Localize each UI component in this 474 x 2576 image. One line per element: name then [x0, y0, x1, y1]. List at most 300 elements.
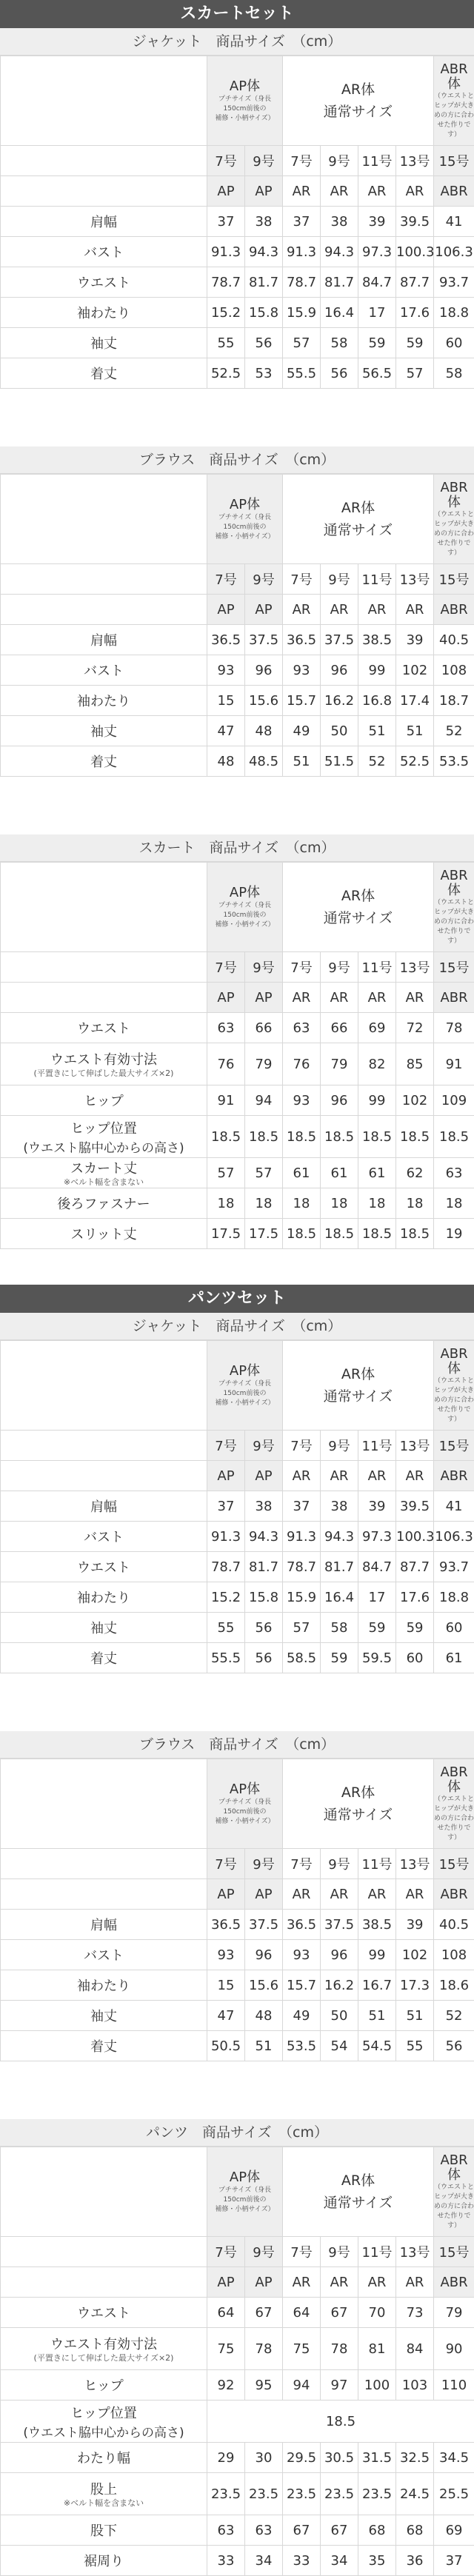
size-section — [0, 1285, 474, 1673]
measure-value: 52.5 — [207, 358, 245, 389]
measure-value: 34 — [245, 2546, 283, 2576]
group-ap — [207, 475, 283, 564]
size-number-cell: 13号 — [396, 146, 434, 176]
measure-value: 93 — [283, 655, 321, 686]
size-number-cell: 9号 — [321, 1849, 358, 1879]
size-code-cell: ABR — [434, 595, 474, 625]
header-blank — [1, 1759, 207, 1849]
measure-value: 93 — [283, 1940, 321, 1970]
measure-value: 53.5 — [434, 746, 474, 777]
measure-note: (ウエスト脇中心からの高さ) — [1, 2422, 207, 2440]
measure-row — [1, 716, 474, 746]
measure-note: (ウエスト脇中心からの高さ) — [1, 1137, 207, 1156]
measure-row — [1, 686, 474, 716]
size-number-cell: 9号 — [245, 1849, 283, 1879]
measure-value: 18 — [321, 1188, 358, 1219]
measure-value: 39.5 — [396, 1491, 434, 1522]
measure-value: 37.5 — [321, 625, 358, 655]
measure-value: 18.5 — [245, 1116, 283, 1158]
measure-label-text: ウエスト — [1, 272, 207, 292]
measure-label-text: ウエスト — [1, 2303, 207, 2322]
measure-row — [1, 328, 474, 358]
measure-value: 38 — [245, 207, 283, 237]
size-number-cell: 11号 — [358, 2237, 396, 2267]
measure-label-text: 袖わたり — [1, 303, 207, 322]
measure-label-text: わたり幅 — [1, 2448, 207, 2467]
measure-value: 52 — [434, 716, 474, 746]
measure-value: 70 — [358, 2298, 396, 2328]
measure-value: 84.7 — [358, 1552, 396, 1582]
measure-row — [1, 625, 474, 655]
measure-value: 29.5 — [283, 2443, 321, 2473]
measure-label — [1, 746, 207, 777]
size-table — [0, 474, 474, 777]
measure-value-merged: 18.5 — [207, 2401, 474, 2443]
measure-value: 37.5 — [321, 1910, 358, 1940]
size-number-row — [1, 1849, 474, 1879]
group-header-row — [1, 56, 474, 146]
measure-value: 79 — [434, 2298, 474, 2328]
size-table — [0, 862, 474, 1249]
size-number-cell: 7号 — [207, 2237, 245, 2267]
measure-label-text: 股下 — [1, 2520, 207, 2540]
size-number-cell: 9号 — [321, 564, 358, 595]
section-spacer — [0, 806, 474, 834]
measure-label-text: 肩幅 — [1, 630, 207, 649]
group-ap-label: AP体 — [207, 2169, 282, 2186]
measure-value: 56 — [245, 1643, 283, 1673]
size-code-cell: AP — [207, 2267, 245, 2298]
measure-label-text: 袖丈 — [1, 333, 207, 352]
measure-label — [1, 2370, 207, 2401]
size-number-cell: 7号 — [283, 564, 321, 595]
size-number-cell: 13号 — [396, 2237, 434, 2267]
measure-label-text: 袖わたり — [1, 1976, 207, 1995]
measure-value: 16.2 — [321, 1970, 358, 2001]
measure-value: 59 — [396, 328, 434, 358]
measure-value: 66 — [321, 1013, 358, 1043]
group-abr-label: ABR体 — [434, 62, 474, 92]
measure-value: 48 — [245, 716, 283, 746]
measure-label-text: スカート丈 — [1, 1158, 207, 1177]
measure-value: 58 — [434, 358, 474, 389]
size-code-cell: AP — [207, 1879, 245, 1910]
measure-value: 37.5 — [245, 1910, 283, 1940]
size-number-cell: 7号 — [207, 564, 245, 595]
measure-value: 17.5 — [207, 1219, 245, 1249]
measure-row — [1, 1013, 474, 1043]
measure-value: 93.7 — [434, 1552, 474, 1582]
measure-value: 79 — [245, 1043, 283, 1085]
header-blank — [1, 952, 207, 983]
measure-value: 91.3 — [283, 237, 321, 267]
section-title: ブラウス 商品サイズ （cm） — [0, 446, 474, 474]
measure-value: 78 — [321, 2328, 358, 2370]
measure-value: 67 — [321, 2515, 358, 2546]
measure-value: 100 — [358, 2370, 396, 2401]
measure-value: 54 — [321, 2031, 358, 2061]
size-number-cell: 11号 — [358, 952, 396, 983]
section-title: ジャケット 商品サイズ （cm） — [0, 28, 474, 56]
measure-label — [1, 1085, 207, 1116]
measure-value: 93 — [207, 1940, 245, 1970]
measure-value: 17.6 — [396, 298, 434, 328]
measure-value: 58 — [321, 1613, 358, 1643]
header-blank — [1, 475, 207, 564]
measure-value: 38 — [245, 1491, 283, 1522]
measure-value: 102 — [396, 1940, 434, 1970]
measure-value: 41 — [434, 1491, 474, 1522]
measure-value: 79 — [321, 1043, 358, 1085]
measure-label-text: バスト — [1, 660, 207, 680]
measure-row — [1, 2473, 474, 2515]
measure-row — [1, 2370, 474, 2401]
size-number-cell: 9号 — [321, 2237, 358, 2267]
group-abr-note: （ウエストとヒップが大きめの方に合わせた作りです） — [434, 92, 474, 140]
measure-label — [1, 328, 207, 358]
measure-value: 31.5 — [358, 2443, 396, 2473]
group-abr-note: （ウエストとヒップが大きめの方に合わせた作りです） — [434, 1795, 474, 1843]
header-blank — [1, 983, 207, 1013]
measure-value: 91.3 — [207, 237, 245, 267]
measure-label-text: 着丈 — [1, 752, 207, 771]
measure-value: 18.8 — [434, 298, 474, 328]
measure-value: 41 — [434, 207, 474, 237]
measure-note: ※ベルト幅を含まない — [1, 1177, 207, 1188]
measure-value: 66 — [245, 1013, 283, 1043]
measure-value: 78.7 — [283, 1552, 321, 1582]
measure-value: 17.4 — [396, 686, 434, 716]
measure-value: 51 — [396, 2001, 434, 2031]
measure-value: 100.3 — [396, 237, 434, 267]
measure-value: 99 — [358, 1085, 396, 1116]
size-code-row — [1, 2267, 474, 2298]
size-code-cell: AR — [396, 1461, 434, 1491]
measure-value: 59 — [358, 1613, 396, 1643]
measure-label — [1, 1522, 207, 1552]
measure-value: 55 — [207, 1613, 245, 1643]
size-number-cell: 7号 — [207, 146, 245, 176]
measure-value: 53 — [245, 358, 283, 389]
group-ap — [207, 56, 283, 146]
measure-value: 36.5 — [283, 1910, 321, 1940]
measure-value: 78.7 — [207, 1552, 245, 1582]
size-number-cell: 7号 — [207, 1849, 245, 1879]
measure-value: 60 — [434, 328, 474, 358]
size-code-cell: AP — [207, 983, 245, 1013]
header-blank — [1, 1879, 207, 1910]
measure-value: 15 — [207, 1970, 245, 2001]
group-ar-label: AR体 通常サイズ — [283, 497, 433, 541]
size-code-cell: AR — [283, 595, 321, 625]
measure-value: 52 — [358, 746, 396, 777]
measure-row — [1, 655, 474, 686]
size-code-cell: AP — [207, 176, 245, 207]
measure-value: 54.5 — [358, 2031, 396, 2061]
measure-value: 91 — [434, 1043, 474, 1085]
size-number-row — [1, 2237, 474, 2267]
measure-label — [1, 655, 207, 686]
measure-value: 67 — [245, 2298, 283, 2328]
measure-value: 52.5 — [396, 746, 434, 777]
size-code-row — [1, 1879, 474, 1910]
size-number-row — [1, 146, 474, 176]
measure-value: 51 — [396, 716, 434, 746]
measure-value: 72 — [396, 1013, 434, 1043]
group-ap-label: AP体 — [207, 497, 282, 513]
group-abr-label: ABR体 — [434, 1347, 474, 1376]
measure-value: 24.5 — [396, 2473, 434, 2515]
measure-value: 51 — [358, 716, 396, 746]
measure-label-text: 袖丈 — [1, 1618, 207, 1637]
measure-value: 18.6 — [434, 1970, 474, 2001]
measure-value: 68 — [358, 2515, 396, 2546]
measure-value: 97.3 — [358, 1522, 396, 1552]
measure-value: 57 — [245, 1158, 283, 1188]
measure-value: 59.5 — [358, 1643, 396, 1673]
measure-value: 51.5 — [321, 746, 358, 777]
measure-value: 61 — [321, 1158, 358, 1188]
measure-value: 62 — [396, 1158, 434, 1188]
group-abr — [434, 475, 474, 564]
measure-label — [1, 1552, 207, 1582]
measure-row — [1, 1491, 474, 1522]
measure-value: 81.7 — [245, 1552, 283, 1582]
measure-row — [1, 2001, 474, 2031]
measure-value: 97.3 — [358, 237, 396, 267]
header-blank — [1, 595, 207, 625]
measure-value: 61 — [434, 1643, 474, 1673]
group-ar — [283, 56, 434, 146]
measure-label — [1, 1043, 207, 1085]
measure-value: 47 — [207, 2001, 245, 2031]
measure-label-text: 肩幅 — [1, 1915, 207, 1934]
measure-value: 17 — [358, 1582, 396, 1613]
measure-value: 48 — [245, 2001, 283, 2031]
measure-value: 37 — [207, 1491, 245, 1522]
size-code-row — [1, 983, 474, 1013]
measure-value: 50 — [321, 2001, 358, 2031]
measure-value: 15.7 — [283, 1970, 321, 2001]
header-blank — [1, 564, 207, 595]
measure-row — [1, 1158, 474, 1188]
measure-value: 38.5 — [358, 1910, 396, 1940]
measure-value: 56.5 — [358, 358, 396, 389]
measure-value: 48.5 — [245, 746, 283, 777]
measure-row — [1, 1643, 474, 1673]
measure-value: 60 — [396, 1643, 434, 1673]
measure-value: 64 — [207, 2298, 245, 2328]
measure-value: 30 — [245, 2443, 283, 2473]
measure-value: 99 — [358, 1940, 396, 1970]
measure-value: 30.5 — [321, 2443, 358, 2473]
measure-value: 103 — [396, 2370, 434, 2401]
group-ap-label: AP体 — [207, 885, 282, 901]
measure-value: 67 — [283, 2515, 321, 2546]
size-table — [0, 56, 474, 389]
measure-value: 33 — [207, 2546, 245, 2576]
size-number-cell: 15号 — [434, 564, 474, 595]
size-number-cell: 9号 — [321, 952, 358, 983]
size-code-cell: AR — [358, 983, 396, 1013]
measure-value: 92 — [207, 2370, 245, 2401]
size-table — [0, 1759, 474, 2061]
group-ap — [207, 2147, 283, 2237]
measure-label — [1, 1613, 207, 1643]
size-code-cell: AP — [207, 595, 245, 625]
measure-value: 106.3 — [434, 237, 474, 267]
measure-row — [1, 1970, 474, 2001]
size-section — [0, 418, 474, 777]
group-abr-label: ABR体 — [434, 1765, 474, 1795]
measure-label — [1, 1188, 207, 1219]
size-number-cell: 7号 — [207, 952, 245, 983]
measure-row — [1, 2546, 474, 2576]
measure-label — [1, 358, 207, 389]
measure-value: 94.3 — [321, 237, 358, 267]
measure-value: 51 — [358, 2001, 396, 2031]
measure-value: 47 — [207, 716, 245, 746]
measure-row — [1, 2031, 474, 2061]
section-spacer — [0, 1703, 474, 1731]
measure-note: ※ベルト幅を含まない — [1, 2498, 207, 2509]
size-number-row — [1, 564, 474, 595]
measure-label-text: 裾周り — [1, 2551, 207, 2570]
size-table — [0, 2147, 474, 2576]
measure-value: 57 — [283, 328, 321, 358]
measure-value: 18 — [207, 1188, 245, 1219]
size-number-cell: 11号 — [358, 1849, 396, 1879]
measure-value: 63 — [245, 2515, 283, 2546]
measure-value: 73 — [396, 2298, 434, 2328]
measure-label-text: ウエスト — [1, 1018, 207, 1037]
measure-value: 15.6 — [245, 1970, 283, 2001]
measure-value: 55 — [396, 2031, 434, 2061]
measure-value: 96 — [321, 655, 358, 686]
measure-value: 99 — [358, 655, 396, 686]
measure-row — [1, 2515, 474, 2546]
measure-value: 38.5 — [358, 625, 396, 655]
size-code-cell: AP — [245, 176, 283, 207]
size-number-cell: 15号 — [434, 2237, 474, 2267]
size-number-cell: 9号 — [245, 564, 283, 595]
size-number-cell: 13号 — [396, 1431, 434, 1461]
size-number-row — [1, 1431, 474, 1461]
measure-value: 63 — [434, 1158, 474, 1188]
group-ap-note: プチサイズ（身長150cm前後の 補修・小柄サイズ） — [207, 901, 282, 930]
measure-value: 18.7 — [434, 686, 474, 716]
measure-value: 38 — [321, 207, 358, 237]
measure-label — [1, 625, 207, 655]
measure-label — [1, 1910, 207, 1940]
measure-value: 16.8 — [358, 686, 396, 716]
measure-value: 81 — [358, 2328, 396, 2370]
size-code-cell: AR — [283, 1461, 321, 1491]
measure-label — [1, 1970, 207, 2001]
measure-value: 63 — [207, 2515, 245, 2546]
measure-value: 96 — [245, 655, 283, 686]
size-section — [0, 1703, 474, 2061]
measure-label — [1, 207, 207, 237]
measure-value: 38 — [321, 1491, 358, 1522]
size-section — [0, 806, 474, 1249]
measure-value: 23.5 — [321, 2473, 358, 2515]
measure-value: 18.5 — [283, 1116, 321, 1158]
measure-value: 61 — [283, 1158, 321, 1188]
measure-label — [1, 2328, 207, 2370]
measure-label — [1, 298, 207, 328]
group-abr — [434, 1341, 474, 1431]
measure-value: 59 — [358, 328, 396, 358]
section-title: スカート 商品サイズ （cm） — [0, 834, 474, 862]
measure-value: 37.5 — [245, 625, 283, 655]
measure-value: 78 — [434, 1013, 474, 1043]
measure-value: 55 — [207, 328, 245, 358]
header-blank — [1, 2237, 207, 2267]
size-code-cell: AR — [321, 1461, 358, 1491]
measure-label-text: ヒップ位置 — [1, 2403, 207, 2422]
measure-value: 15.6 — [245, 686, 283, 716]
size-code-cell: AP — [245, 1879, 283, 1910]
measure-row — [1, 1613, 474, 1643]
measure-value: 39 — [396, 1910, 434, 1940]
size-code-cell: AR — [283, 983, 321, 1013]
size-number-cell: 7号 — [283, 146, 321, 176]
size-number-cell: 13号 — [396, 564, 434, 595]
measure-label-text: 着丈 — [1, 364, 207, 383]
measure-value: 40.5 — [434, 625, 474, 655]
size-code-cell: AP — [245, 595, 283, 625]
measure-value: 51 — [245, 2031, 283, 2061]
size-code-cell: AR — [358, 595, 396, 625]
measure-value: 51 — [283, 746, 321, 777]
measure-value: 94 — [245, 1085, 283, 1116]
group-ar — [283, 1759, 434, 1849]
measure-value: 78.7 — [207, 267, 245, 298]
size-section — [0, 0, 474, 389]
size-number-cell: 15号 — [434, 146, 474, 176]
measure-label-text: 肩幅 — [1, 1496, 207, 1516]
header-blank — [1, 2147, 207, 2237]
header-blank — [1, 176, 207, 207]
measure-value: 96 — [321, 1085, 358, 1116]
measure-label — [1, 2546, 207, 2576]
measure-value: 56 — [245, 328, 283, 358]
measure-value: 17.3 — [396, 1970, 434, 2001]
measure-value: 63 — [207, 1013, 245, 1043]
group-ap-note: プチサイズ（身長150cm前後の 補修・小柄サイズ） — [207, 2186, 282, 2215]
size-code-cell: AP — [245, 2267, 283, 2298]
measure-value: 93.7 — [434, 267, 474, 298]
measure-value: 16.7 — [358, 1970, 396, 2001]
measure-note: (平置きにして伸ばした最大サイズ×2) — [1, 1068, 207, 1079]
group-ar-label: AR体 通常サイズ — [283, 1782, 433, 1826]
size-code-cell: AP — [207, 1461, 245, 1491]
group-abr — [434, 1759, 474, 1849]
size-number-cell: 7号 — [283, 1431, 321, 1461]
measure-value: 108 — [434, 1940, 474, 1970]
measure-value: 106.3 — [434, 1522, 474, 1552]
measure-value: 59 — [396, 1613, 434, 1643]
header-blank — [1, 1461, 207, 1491]
measure-value: 15.9 — [283, 1582, 321, 1613]
size-code-cell: AR — [358, 176, 396, 207]
measure-value: 64 — [283, 2298, 321, 2328]
measure-value: 16.4 — [321, 298, 358, 328]
measure-label-text: バスト — [1, 1945, 207, 1964]
measure-value: 84.7 — [358, 267, 396, 298]
measure-row — [1, 2298, 474, 2328]
